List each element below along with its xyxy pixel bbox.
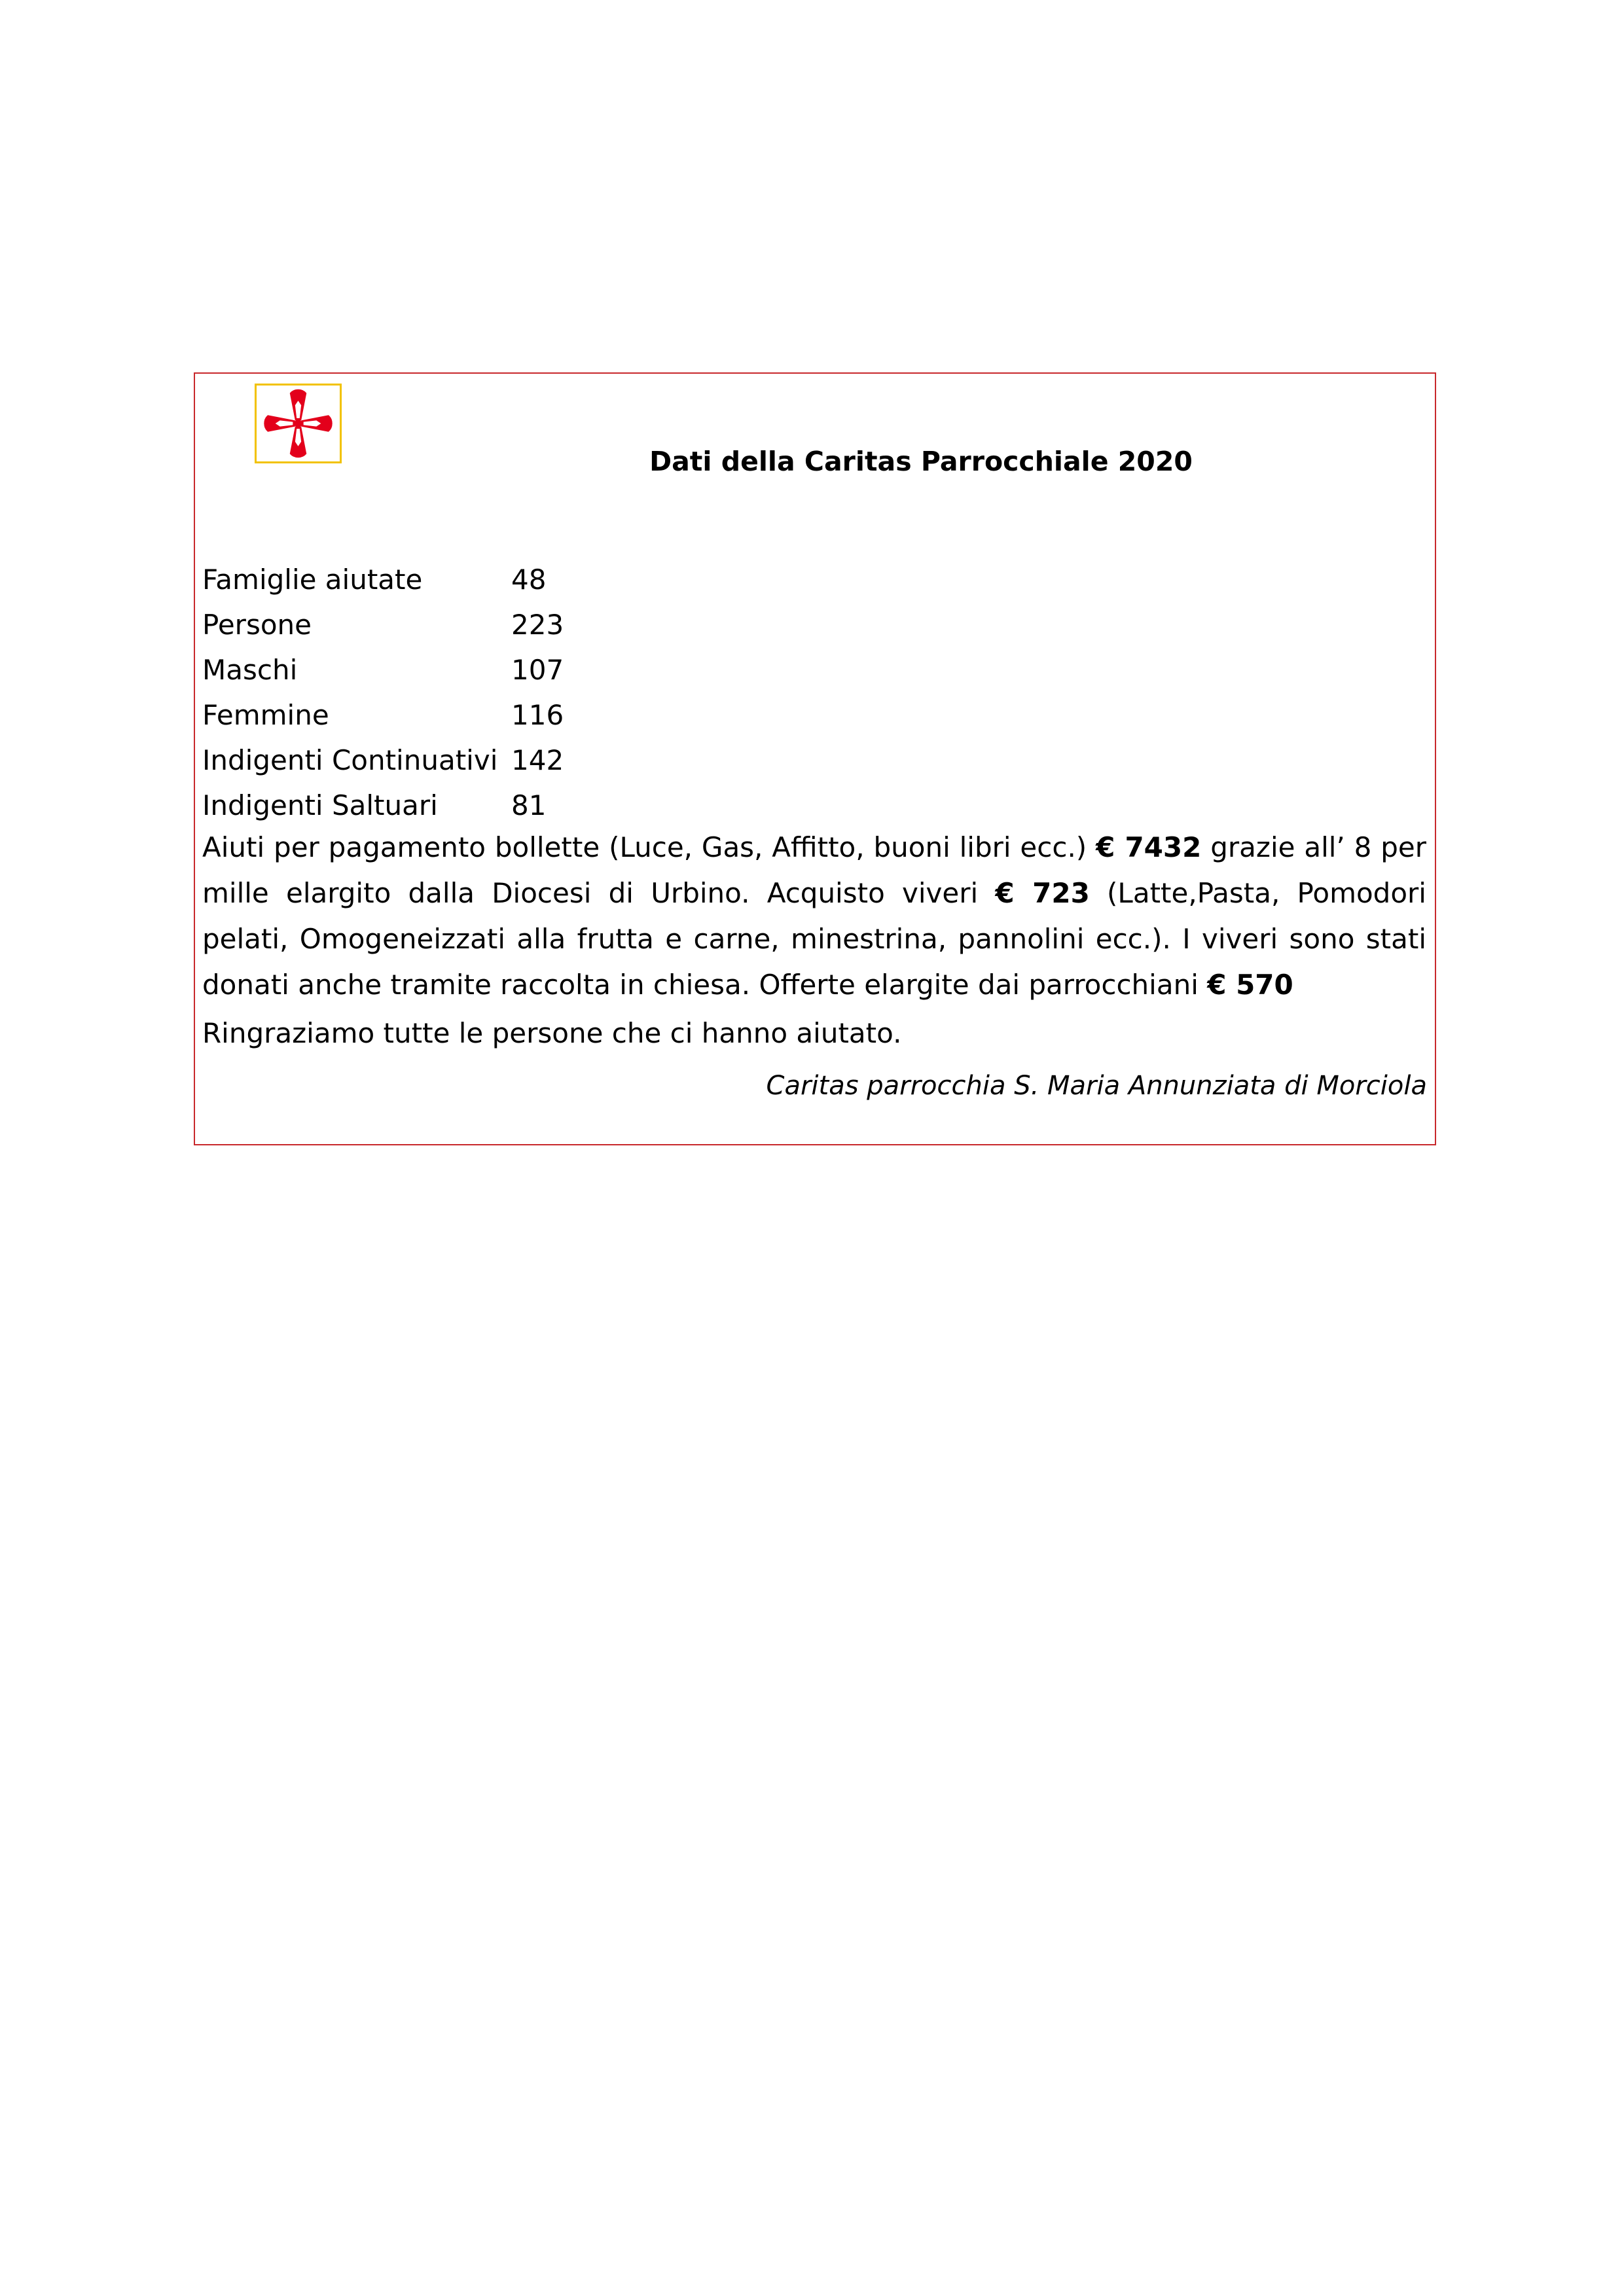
stat-value: 223 (511, 609, 564, 641)
stat-label: Maschi (202, 654, 298, 686)
stat-value: 81 (511, 789, 547, 821)
aid-paragraph (202, 825, 1426, 1008)
thanks-line: Ringraziamo tutte le persone che ci hanno aiutato. (202, 1017, 902, 1049)
stat-label: Famiglie aiutate (202, 564, 423, 596)
aid-text-part: Aiuti per pagamento bollette (Luce, Gas, Affitto, buoni libri ecc.) (202, 831, 1096, 863)
stat-value: 142 (511, 744, 564, 776)
page-title: Dati della Caritas Parrocchiale 2020 (649, 446, 1193, 477)
stat-label: Persone (202, 609, 312, 641)
stat-label: Femmine (202, 699, 329, 731)
aid-description (202, 825, 1426, 1056)
aid-text-part: (Latte,Pasta, Pomodori pelati, Omogeneizzati alla frutta e carne, minestrina, pannolini ecc.). I viveri sono stati donati anche tramite raccolta in chiesa. Offerte elargite dai parrocchiani (202, 877, 1426, 1001)
stat-label: Indigenti Saltuari (202, 789, 438, 821)
offerings-amount: € 570 (1207, 969, 1293, 1001)
signature: Caritas parrocchia S. Maria Annunziata di Morciola (766, 1071, 1427, 1101)
aid-text-part: grazie all’ 8 per mille elargito dalla Diocesi di Urbino. Acquisto viveri (202, 831, 1427, 909)
stat-value: 48 (511, 564, 547, 596)
stat-value: 116 (511, 699, 564, 731)
caritas-data-box (194, 372, 1436, 1145)
stat-value: 107 (511, 654, 564, 686)
food-amount: € 723 (995, 877, 1090, 909)
bills-amount: € 7432 (1096, 831, 1202, 863)
stat-label: Indigenti Continuativi (202, 744, 498, 776)
